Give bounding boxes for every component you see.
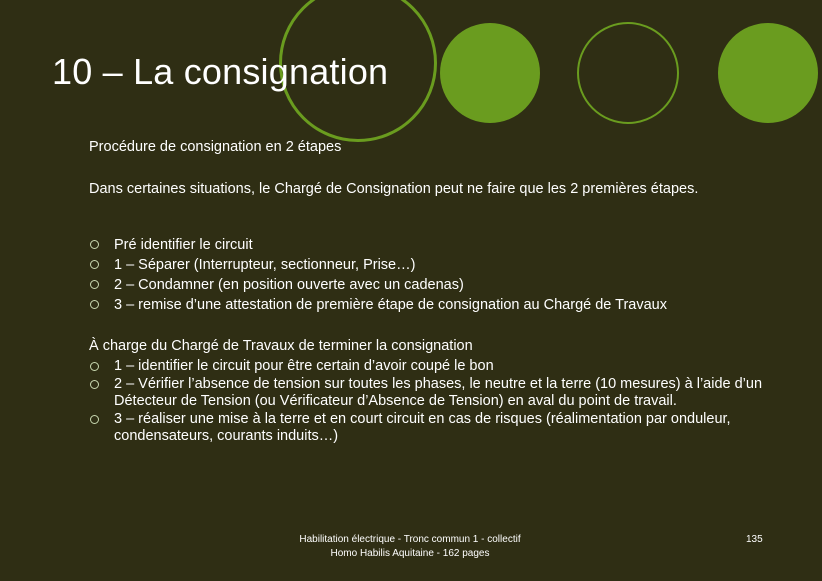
intro-text: Procédure de consignation en 2 étapes — [89, 139, 342, 155]
travaux-heading: À charge du Chargé de Travaux de terminer la consignation — [89, 338, 473, 354]
page-number: 135 — [746, 534, 763, 545]
decorative-circle — [718, 23, 818, 123]
list-item — [89, 275, 667, 295]
list-item-text: 1 – Séparer (Interrupteur, sectionneur, Prise…) — [114, 257, 416, 273]
list-item-text: Pré identifier le circuit — [114, 237, 253, 253]
list-item — [89, 295, 667, 315]
hollow-circle-bullet-icon — [90, 240, 99, 249]
hollow-circle-bullet-icon — [90, 415, 99, 424]
hollow-circle-bullet-icon — [90, 362, 99, 371]
hollow-circle-bullet-icon — [90, 300, 99, 309]
list-item — [89, 411, 779, 446]
list-item — [89, 376, 779, 411]
slide-title: 10 – La consignation — [52, 51, 389, 92]
list-item-text: 2 – Vérifier l’absence de tension sur toutes les phases, le neutre et la terre (10 mesures) à l’aide d’un Détecteur de Tension (ou Vérificateur d’Absence de Tension) en aval du point de travail. — [114, 375, 763, 409]
footer-line: Habilitation électrique - Tronc commun 1 - collectif — [299, 534, 521, 545]
footer-line: Homo Habilis Aquitaine - 162 pages — [330, 548, 490, 559]
steps-list — [89, 235, 667, 315]
decorative-circle — [440, 23, 540, 123]
decorative-circle — [578, 23, 678, 123]
hollow-circle-bullet-icon — [90, 260, 99, 269]
hollow-circle-bullet-icon — [90, 280, 99, 289]
situation-text: Dans certaines situations, le Chargé de Consignation peut ne faire que les 2 premières étapes. — [89, 181, 699, 197]
slide-footer — [260, 533, 560, 561]
travaux-steps-list — [89, 358, 779, 446]
list-item — [89, 235, 667, 255]
list-item — [89, 358, 779, 376]
list-item-text: 1 – identifier le circuit pour être certain d’avoir coupé le bon — [114, 358, 494, 374]
list-item-text: 3 – réaliser une mise à la terre et en court circuit en cas de risques (réalimentation par onduleur, condensateurs, courants induits…) — [114, 410, 731, 444]
hollow-circle-bullet-icon — [90, 380, 99, 389]
list-item-text: 2 – Condamner (en position ouverte avec un cadenas) — [114, 277, 464, 293]
list-item — [89, 255, 667, 275]
list-item-text: 3 – remise d’une attestation de première étape de consignation au Chargé de Travaux — [114, 297, 667, 313]
